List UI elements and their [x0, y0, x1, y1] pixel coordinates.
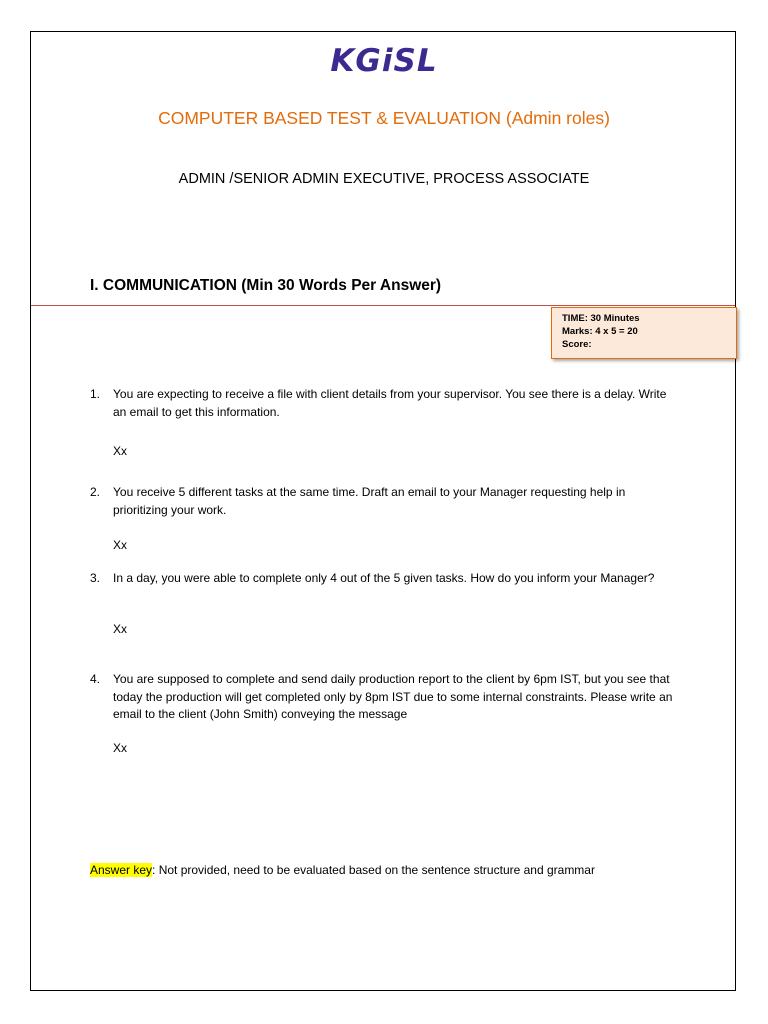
- question-item: [90, 671, 680, 724]
- question-item: [90, 484, 680, 519]
- section-heading: I. COMMUNICATION (Min 30 Words Per Answer): [90, 277, 442, 294]
- answer-key: [90, 863, 595, 877]
- question-number: 2.: [90, 485, 101, 499]
- question-item: [90, 386, 680, 421]
- answer-placeholder: Xx: [113, 622, 128, 636]
- question-text: In a day, you were able to complete only 4 out of the 5 given tasks. How do you inform your Manager?: [113, 571, 655, 585]
- document-title: COMPUTER BASED TEST & EVALUATION (Admin roles): [158, 108, 610, 128]
- question-number: 1.: [90, 387, 101, 401]
- answer-placeholder: Xx: [113, 444, 128, 458]
- question-item: [90, 570, 680, 588]
- question-number: 3.: [90, 571, 101, 585]
- question-number: 4.: [90, 672, 101, 686]
- document-subtitle: ADMIN /SENIOR ADMIN EXECUTIVE, PROCESS ASSOCIATE: [178, 171, 590, 187]
- test-info-box: [551, 307, 737, 359]
- question-text: You are expecting to receive a file with client details from your supervisor. You see there is a delay. Write an email to get this information.: [113, 387, 667, 419]
- time-label: TIME: 30 Minutes: [562, 313, 640, 324]
- kgisl-logo: KGiSL: [330, 43, 438, 79]
- question-text: You are supposed to complete and send daily production report to the client by 6pm IST, but you see that today the production will get completed only by 8pm IST due to some internal constraints. Please write an email to the client (John Smith) conveying the message: [113, 672, 673, 721]
- answer-placeholder: Xx: [113, 538, 128, 552]
- section-divider: [31, 305, 735, 306]
- answer-placeholder: Xx: [113, 741, 128, 755]
- marks-label: Marks: 4 x 5 = 20: [562, 326, 638, 337]
- answer-key-label: Answer key: [90, 863, 153, 877]
- score-label: Score:: [562, 339, 592, 350]
- question-text: You receive 5 different tasks at the same time. Draft an email to your Manager requesting help in prioritizing your work.: [113, 485, 626, 517]
- answer-key-text: : Not provided, need to be evaluated based on the sentence structure and grammar: [152, 863, 595, 877]
